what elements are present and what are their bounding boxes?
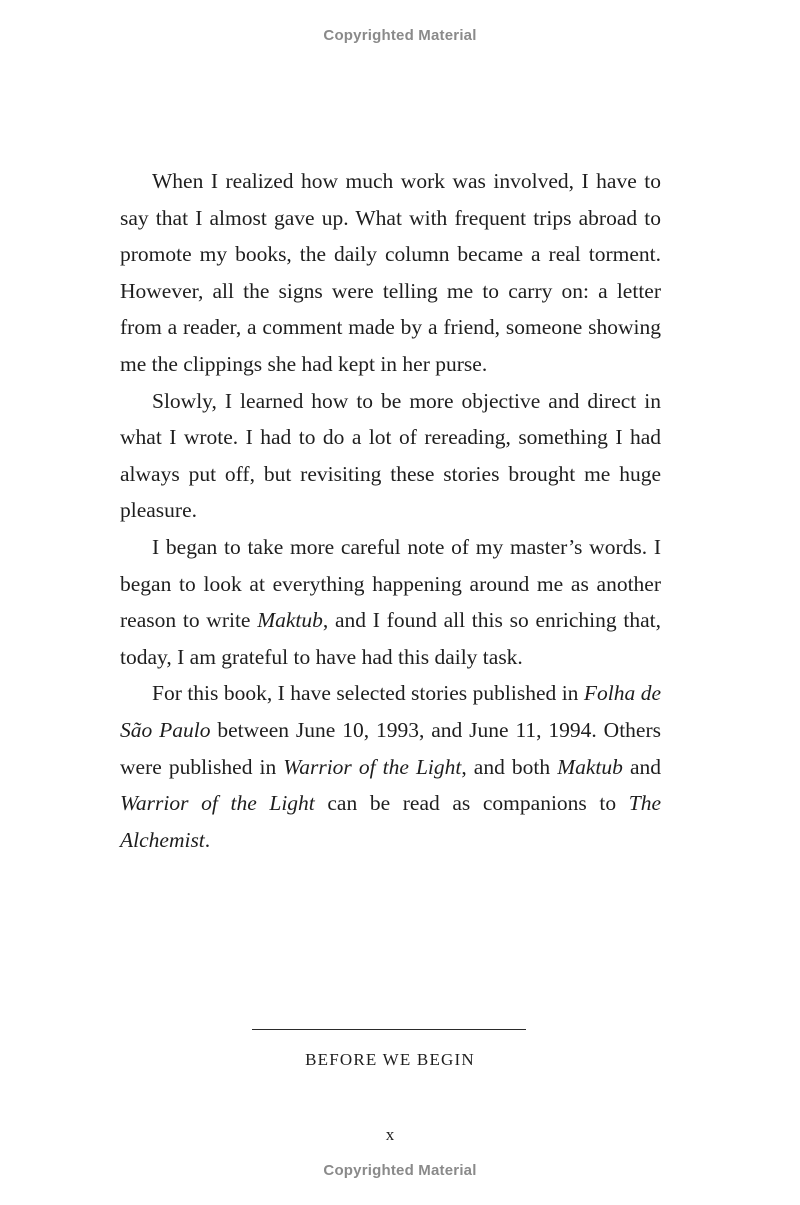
newspaper-title-folha: Folha de São Paulo — [120, 681, 661, 742]
paragraph-2-segment-1: Slowly, I learned how to be more objective and direct in what I wrote. I had to do a lot of rereading, something I had always put off, but revisiting these stories brought me huge pleasure. — [120, 388, 661, 523]
paragraph-1-segment-1: When I realized how much work was involved, I have to say that I almost gave up. What with frequent trips abroad to promote my books, the daily column became a real torment. However, all the signs were telling me to carry on: a letter from a reader, a comment made by a friend, someone showing me the clippings she had kept in her purse. — [120, 169, 661, 376]
paragraph-4-segment-3: between June 10, 1993, and June 11, 1994. Others were published in — [120, 717, 661, 779]
paragraph-4-segment-1: For this book, I have selected stories published in — [152, 681, 584, 706]
paragraph-3 — [120, 529, 661, 675]
book-title-warrior-1: Warrior of the Light — [283, 754, 462, 779]
footer-divider — [252, 1029, 526, 1030]
copyright-watermark-top: Copyrighted Material — [323, 27, 477, 44]
paragraph-4 — [120, 675, 661, 858]
paragraph-4-segment-7: and — [622, 754, 661, 779]
paragraph-4-segment-9: can be read as companions to — [314, 791, 629, 816]
paragraph-4-segment-5: , and both — [461, 754, 558, 779]
book-title-warrior-2: Warrior of the Light — [120, 791, 315, 816]
paragraph-3-segment-1: I began to take more careful note of my master’s words. I began to look at everything happening around me as another reason to write — [120, 534, 661, 633]
paragraph-1 — [120, 163, 661, 383]
paragraph-2 — [120, 383, 661, 529]
body-text — [120, 163, 661, 858]
book-title-maktub: Maktub — [257, 608, 323, 633]
copyright-watermark-bottom: Copyrighted Material — [323, 1162, 477, 1179]
running-footer-title: BEFORE WE BEGIN — [305, 1050, 475, 1069]
book-title-maktub-2: Maktub — [557, 754, 623, 779]
paragraph-4-segment-11: . — [204, 827, 211, 852]
paragraph-3-segment-3: , and I found all this so enriching that, today, I am grateful to have had this daily task. — [120, 608, 661, 669]
page-number: x — [385, 1125, 395, 1144]
book-title-alchemist: The Alchemist — [120, 791, 662, 852]
